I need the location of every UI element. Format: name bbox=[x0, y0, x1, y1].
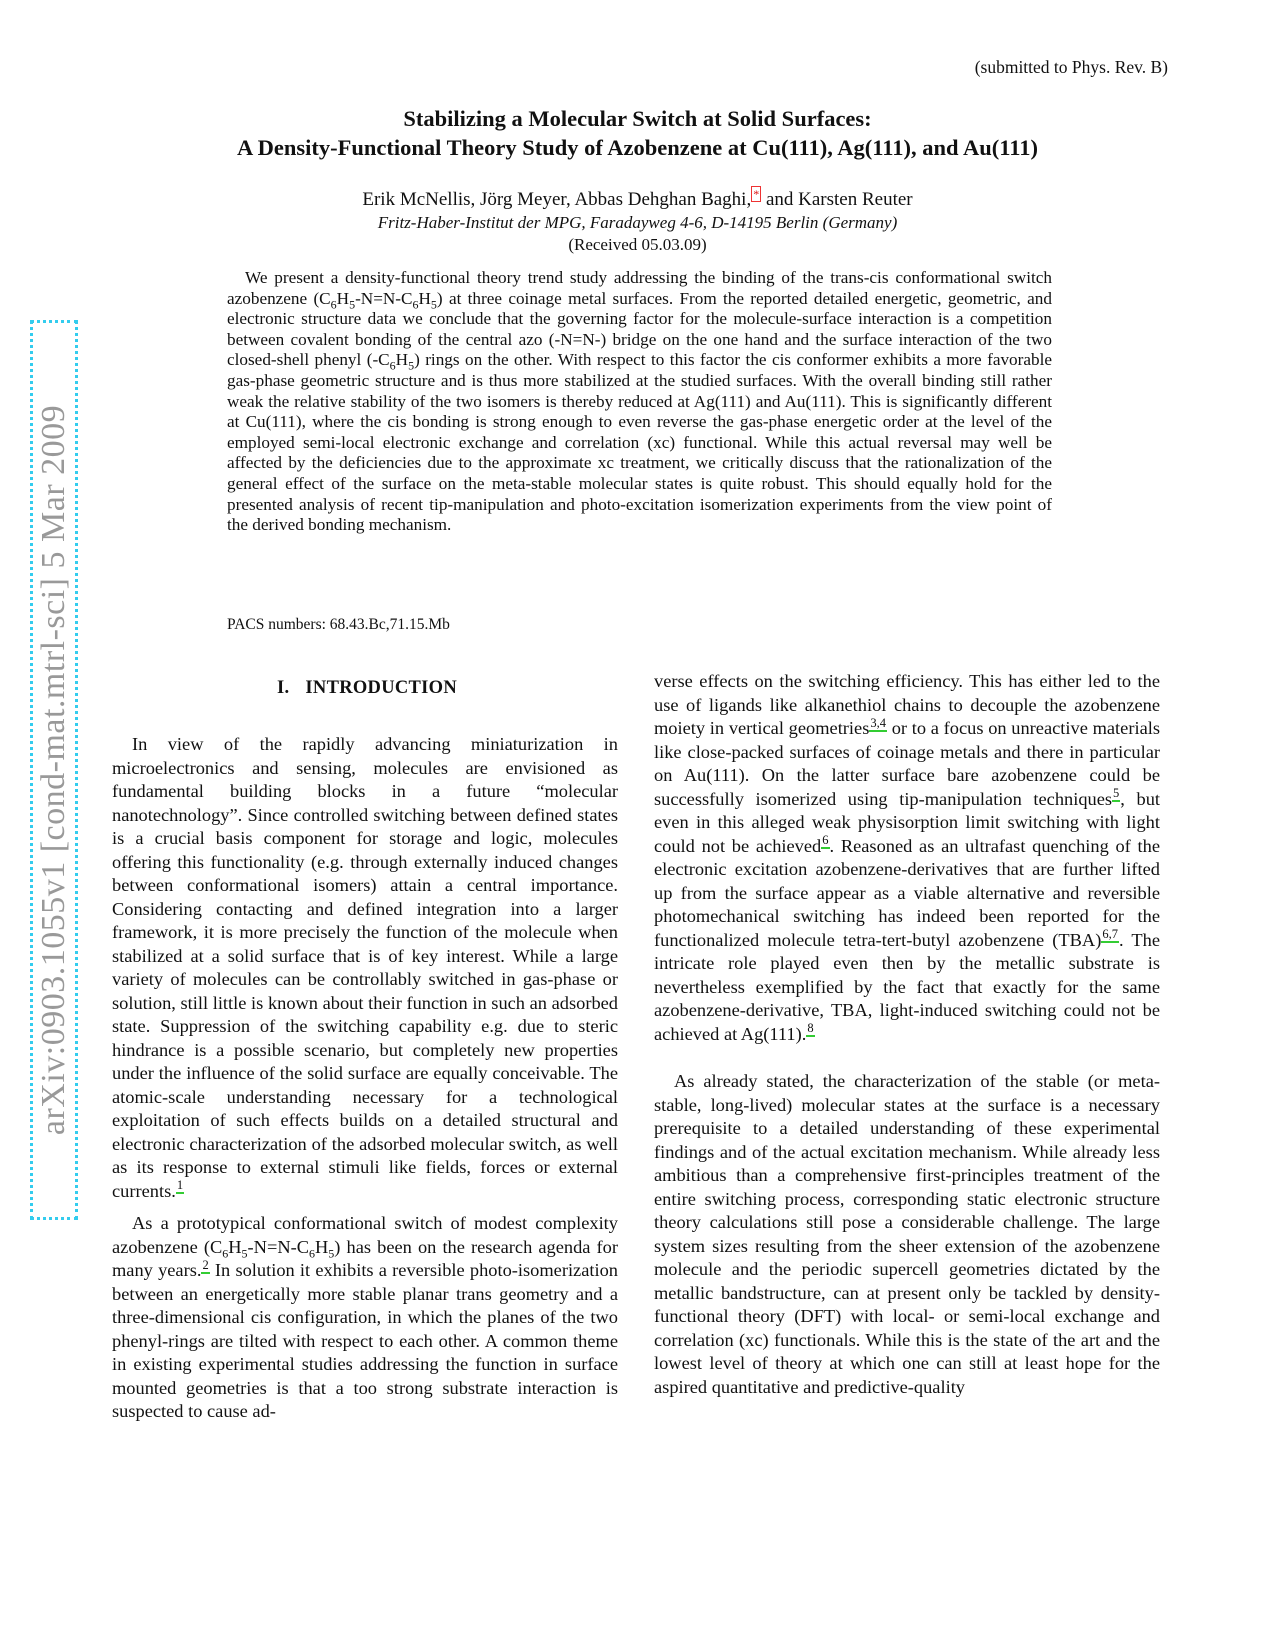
section-heading bbox=[112, 678, 622, 699]
intro-paragraph-2: As a prototypical conformational switch of modest complexity azobenzene $(C_6H_5-N=N-C_6H_5)$ has been on the research agenda for many years.$^2$ In solution it exhibits a reversible photo-isomerization between an energetically more stable planar trans geometry and a three-dimensional cis configuration, in which the planes of the two phenyl-rings are tilted with respect to each other. A common theme in existing experimental studies addressing the function in surface mounted geometries is that a too strong substrate interaction is suspected to cause ad- bbox=[112, 1213, 619, 1421]
author-names-last: and Karsten Reuter bbox=[761, 189, 913, 210]
citation-link[interactable]: 2 bbox=[202, 1257, 209, 1272]
author-names: Erik McNellis, Jörg Meyer, Abbas Dehghan Baghi, bbox=[362, 189, 752, 210]
citation-link[interactable]: 6,7 bbox=[1102, 927, 1118, 942]
abstract-paragraph: We present a density-functional theory trend study addressing the binding of the trans-cis conformational switch azobenzene $(C_6H_5-N=N-C_6H_5)$ at three coinage metal surfaces. From the reported detailed energetic, geometric, and electronic structure data we conclude that the governing factor for the molecule-surface interaction is a competition between covalent bonding of the central azo (-N=N-) bridge on the one hand and the surface interaction of the two closed-shell phenyl $(-C_6H_5)$ rings on the other. With respect to this factor the cis conformer exhibits a more favorable gas-phase geometric structure and is thus more stabilized at the studied surfaces. With the overall binding still rather weak the relative stability of the two isomers is thereby reduced at Ag(111) and Au(111). This is significantly different at Cu(111), where the cis bonding is strong enough to even reverse the gas-phase energetic order at the level of the employed semi-local electronic exchange and correlation (xc) functional. While this actual reversal may well be affected by the deficiencies due to the approximate xc treatment, we critically discuss that the rationalization of the general effect of the surface on the meta-stable molecular states is quite robust. This should equally hold for the presented analysis of recent tip-manipulation and photo-excitation isomerization experiments from the view point of the derived bonding mechanism. bbox=[227, 268, 1052, 535]
intro-paragraph-3: verse effects on the switching efficiency. This has either led to the use of ligands like alkanethiol chains to decouple the azobenzene moiety in vertical geometries$^{3,4}$ or to a focus on unreactive materials like close-packed surfaces of coinage metals and there in particular on Au(111). On the latter surface bare azobenzene could be successfully isomerized using tip-manipulation techniques$^5$, but even in this alleged weak physisorption limit switching with light could not be achieved$^6$. Reasoned as an ultrafast quenching of the electronic excitation azobenzene-derivatives that are further lifted up from the surface appear as a viable alternative and reversible photomechanical switching has indeed been reported for the functionalized molecule tetra-tert-butyl azobenzene (TBA)$^{6,7}$. The intricate role played even then by the metallic substrate is nevertheless exemplified by the fact that exactly for the same azobenzene-derivative, TBA, light-induced switching could not be achieved at Ag(111).$^8$ bbox=[654, 671, 1161, 1044]
citation-link[interactable]: 6 bbox=[822, 833, 829, 848]
intro-paragraph-1: In view of the rapidly advancing miniaturization in microelectronics and sensing, molecules are envisioned as fundamental building blocks in a future “molecular nanotechnology”. Since controlled switching between defined states is a crucial basis component for storage and logic, molecules offering this functionality (e.g. through externally induced changes between conformational isomers) attain a central importance. Considering contacting and defined integration into a larger framework, it is more precisely the function of the molecule when stabilized at a solid surface that is of key interest. While a large variety of molecules can be controllably switched in gas-phase or solution, still little is known about their function in such an adsorbed state. Suppression of the switching capability e.g. due to steric hindrance is a possible scenario, but completely new properties under the influence of the solid surface are equally conceivable. The atomic-scale understanding necessary for a technological exploitation of such effects builds on a detailed structural and electronic characterization of the adsorbed molecular switch, as well as its response to external stimuli like fields, forces or external currents.$^1$ bbox=[112, 734, 618, 1201]
section-number: I. bbox=[276, 678, 290, 698]
received-date: (Received 05.03.09) bbox=[568, 235, 707, 254]
intro-paragraph-4: As already stated, the characterization of the stable (or meta-stable, long-lived) molecular states at the surface is a necessary prerequisite to a detailed understanding of these experimental findings and of the actual excitation mechanism. While already less ambitious than a comprehensive first-principles treatment of the entire switching process, corresponding static electronic structure theory calculations still pose a considerable challenge. The large system sizes resulting from the sheer extension of the azobenzene molecule and the periodic supercell geometries dictated by the metallic bandstructure, can at present only be tackled by density-functional theory (DFT) with local- or semi-local exchange and correlation (xc) functionals. While this is the state of the art and the lowest level of theory at which one can still at least hope for the aspired quantitative and predictive-quality bbox=[654, 1071, 1160, 1397]
submission-note: (submitted to Phys. Rev. B) bbox=[974, 57, 1168, 77]
footnote-link[interactable]: * bbox=[753, 186, 760, 201]
pacs-numbers: PACS numbers: 68.43.Bc,71.15.Mb bbox=[227, 616, 450, 633]
left-column bbox=[112, 733, 618, 1424]
citation-link[interactable]: 5 bbox=[1113, 786, 1120, 801]
section-title: INTRODUCTION bbox=[305, 678, 458, 698]
title-line-1: Stabilizing a Molecular Switch at Solid Surfaces: bbox=[403, 106, 872, 131]
arxiv-identifier: arXiv:0903.1055v1 [cond-mat.mtrl-sci] 5 Mar 2009 bbox=[35, 404, 73, 1136]
citation-link[interactable]: 8 bbox=[807, 1021, 814, 1036]
title-line-2: A Density-Functional Theory Study of Azobenzene at Cu(111), Ag(111), and Au(111) bbox=[237, 135, 1038, 160]
author-block bbox=[0, 188, 1275, 256]
abstract bbox=[227, 268, 1052, 536]
arxiv-side-stamp bbox=[30, 320, 78, 1220]
affiliation: Fritz-Haber-Institut der MPG, Faradayweg 4-6, D-14195 Berlin (Germany) bbox=[377, 213, 898, 232]
paper-title bbox=[0, 104, 1275, 162]
right-column bbox=[654, 670, 1160, 1399]
citation-link[interactable]: 1 bbox=[176, 1178, 184, 1193]
citation-link[interactable]: 3,4 bbox=[870, 715, 886, 730]
author-list bbox=[0, 188, 1275, 212]
